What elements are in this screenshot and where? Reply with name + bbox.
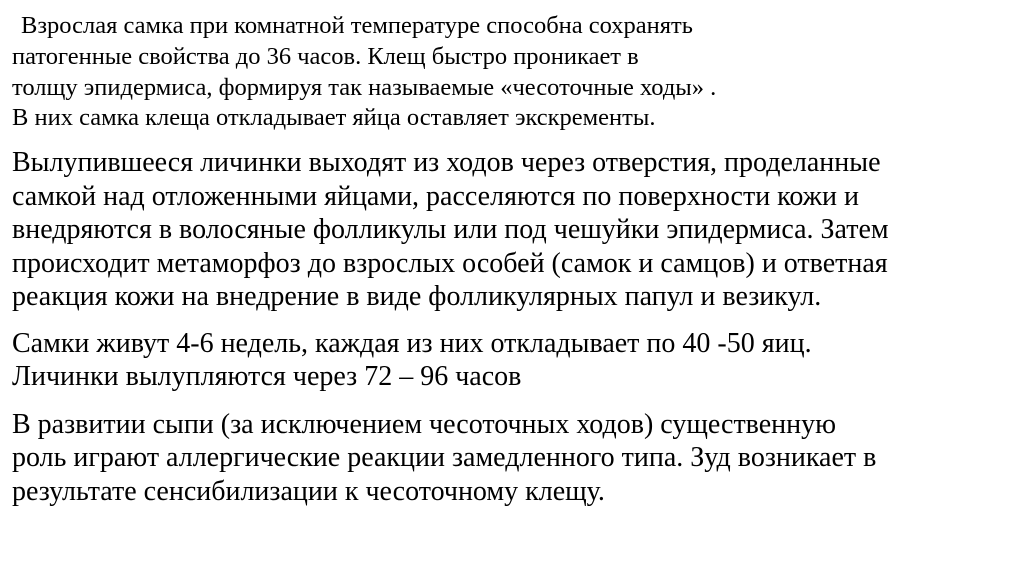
text-line: В них самка клеща откладывает яйца оставляет экскременты. xyxy=(12,104,656,132)
text-line: реакция кожи на внедрение в виде фолликулярных папул и везикул. xyxy=(12,281,822,313)
text-line: происходит метаморфоз до взрослых особей (самок и самцов) и ответная xyxy=(12,247,888,279)
text-line: толщу эпидермиса, формируя так называемые «чесоточные ходы» . xyxy=(12,73,717,101)
text-line: роль играют аллергические реакции замедленного типа. Зуд возникает в xyxy=(12,442,877,474)
paragraph-rash-allergy xyxy=(12,408,1012,509)
text-line: самкой над отложенными яйцами, расселяются по поверхности кожи и xyxy=(12,180,859,212)
text-line: В развитии сыпи (за исключением чесоточных ходов) существенную xyxy=(12,408,837,440)
text-line: Личинки вылупляются через 72 – 96 часов xyxy=(12,361,522,393)
text-line: внедряются в волосяные фолликулы или под чешуйки эпидермиса. Затем xyxy=(12,214,889,246)
text-line: Вылупившееся личинки выходят из ходов через отверстия, проделанные xyxy=(12,147,881,179)
text-line: Самки живут 4-6 недель, каждая из них откладывает по 40 -50 яиц. xyxy=(12,327,812,359)
slide-text-body xyxy=(12,11,1012,508)
paragraph-larvae-development xyxy=(12,146,1012,314)
text-line: патогенные свойства до 36 часов. Клещ быстро проникает в xyxy=(12,42,639,70)
text-line: результате сенсибилизации к чесоточному клещу. xyxy=(12,475,605,507)
paragraph-adult-female-survival xyxy=(12,11,1012,134)
paragraph-female-lifespan xyxy=(12,327,1012,394)
text-line: Взрослая самка при комнатной температуре способна сохранять xyxy=(21,12,693,39)
